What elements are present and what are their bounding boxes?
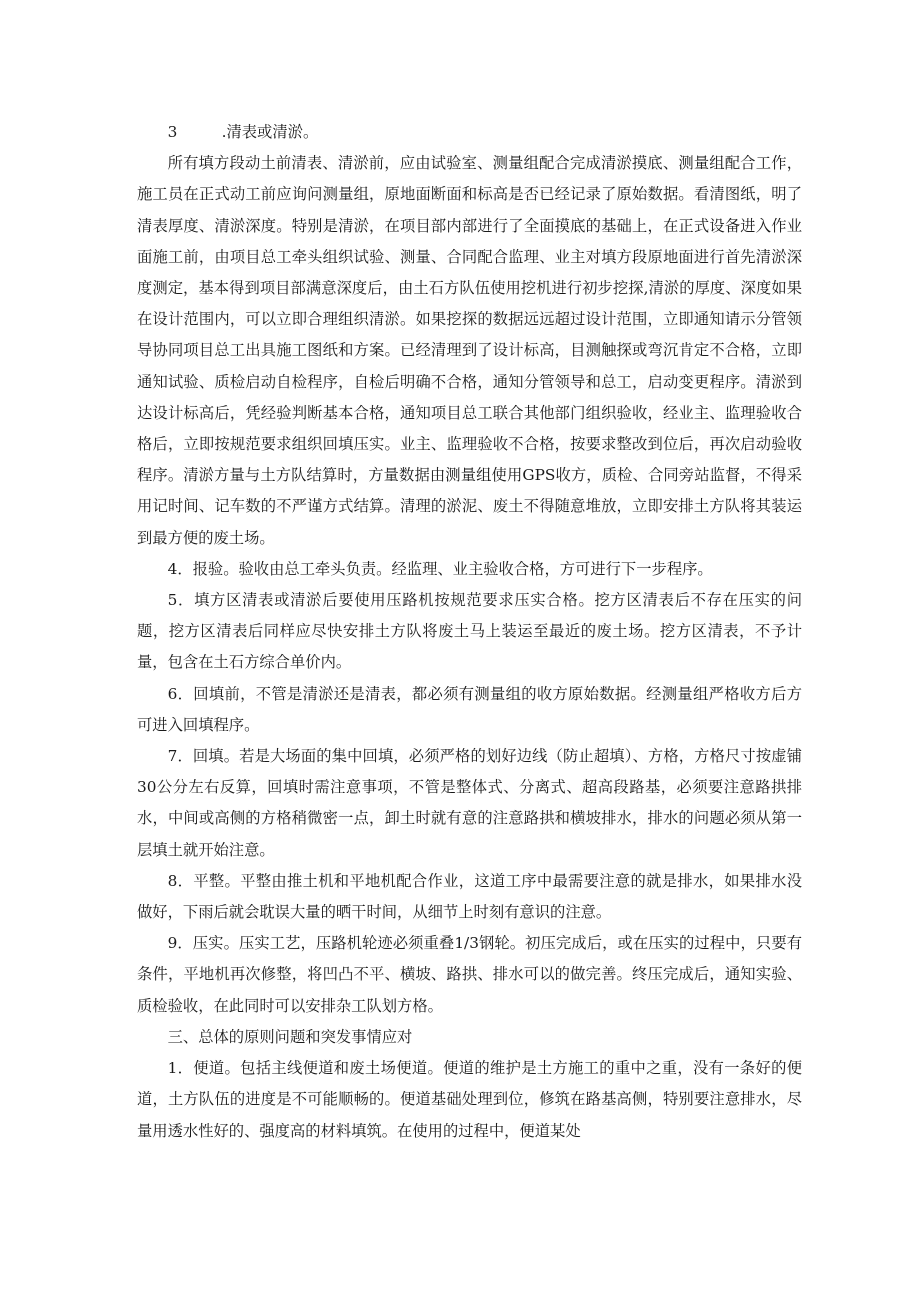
- document-page: [137, 117, 802, 1147]
- paragraph-leveling: 8．平整。平整由推土机和平地机配合作业，这道工序中最需要注意的就是排水，如果排水没做好，下雨后就会耽误大量的晒干时间，从细节上时刻有意识的注意。: [137, 871, 802, 922]
- section-heading-principles: 三、总体的原则问题和突发事情应对: [167, 1027, 413, 1046]
- paragraph-clearing: 所有填方段动土前清表、清淤前，应由试验室、测量组配合完成清淤摸底、测量组配合工作，施工员在正式动工前应询问测量组，原地面断面和标高是否已经记录了原始数据。看清图纸，明了清表厚度、清淤深度。特别是清淤，在项目部内部进行了全面摸底的基础上，在正式设备进入作业面施工前，由项目总工牵头组织试验、测量、合同配合监理、业主对填方段原地面进行首先清淤深度测定，基本得到项目部满意深度后，由土石方队伍使用挖机进行初步挖探,清淤的厚度、深度如果在设计范围内，可以立即合理组织清淤。如果挖探的数据远远超过设计范围，立即通知请示分管领导协同项目总工出具施工图纸和方案。已经清理到了设计标高，目测触探或弯沉肯定不合格，立即通知试验、质检启动自检程序，自检后明确不合格，通知分管领导和总工，启动变更程序。清淤到达设计标高后，凭经验判断基本合格，通知项目总工联合其他部门组织验收，经业主、监理验收合格后，立即按规范要求组织回填压实。业主、监理验收不合格，按要求整改到位后，再次启动验收程序。清淤方量与土方队结算时，方量数据由测量组使用GPS收方，质检、合同旁站监督，不得采用记时间、记车数的不严谨方式结算。清理的淤泥、废土不得随意堆放，立即安排土方队将其装运到最方便的废土场。: [137, 154, 802, 547]
- paragraph-access-road: 1．便道。包括主线便道和废土场便道。便道的维护是土方施工的重中之重，没有一条好的便道，土方队伍的进度是不可能顺畅的。便道基础处理到位，修筑在路基高侧，特别要注意排水，尽量用透水性好的、强度高的材料填筑。在使用的过程中，便道某处: [137, 1059, 802, 1140]
- section-heading-3: [137, 117, 802, 148]
- paragraph-inspection: 4．报验。验收由总工牵头负责。经监理、业主验收合格，方可进行下一步程序。: [167, 559, 713, 578]
- heading-number: 3: [167, 123, 178, 141]
- paragraph-compaction-after-clearing: 5．填方区清表或清淤后要使用压路机按规范要求压实合格。挖方区清表后不存在压实的问题，挖方区清表后同样应尽快安排土方队将废土马上装运至最近的废土场。挖方区清表，不予计量，包含在土石方综合单价内。: [137, 591, 802, 672]
- paragraph-backfill: 7．回填。若是大场面的集中回填，必须严格的划好边线（防止超填）、方格，方格尺寸按虚铺30公分左右反算，回填时需注意事项，不管是整体式、分离式、超高段路基，必须要注意路拱排水，中间或高侧的方格稍微密一点，卸土时就有意的注意路拱和横坡排水，排水的问题必须从第一层填土就开始注意。: [137, 747, 802, 859]
- paragraph-compaction: 9．压实。压实工艺，压路机轮迹必须重叠1/3钢轮。初压完成后，或在压实的过程中，只要有条件，平地机再次修整，将凹凸不平、横坡、路拱、排水可以的做完善。终压完成后，通知实验、质检验收，在此同时可以安排杂工队划方格。: [137, 934, 802, 1015]
- heading-text: .清表或清淤。: [221, 123, 319, 141]
- paragraph-before-backfill: 6．回填前，不管是清淤还是清表，都必须有测量组的收方原始数据。经测量组严格收方后方可进入回填程序。: [137, 684, 802, 734]
